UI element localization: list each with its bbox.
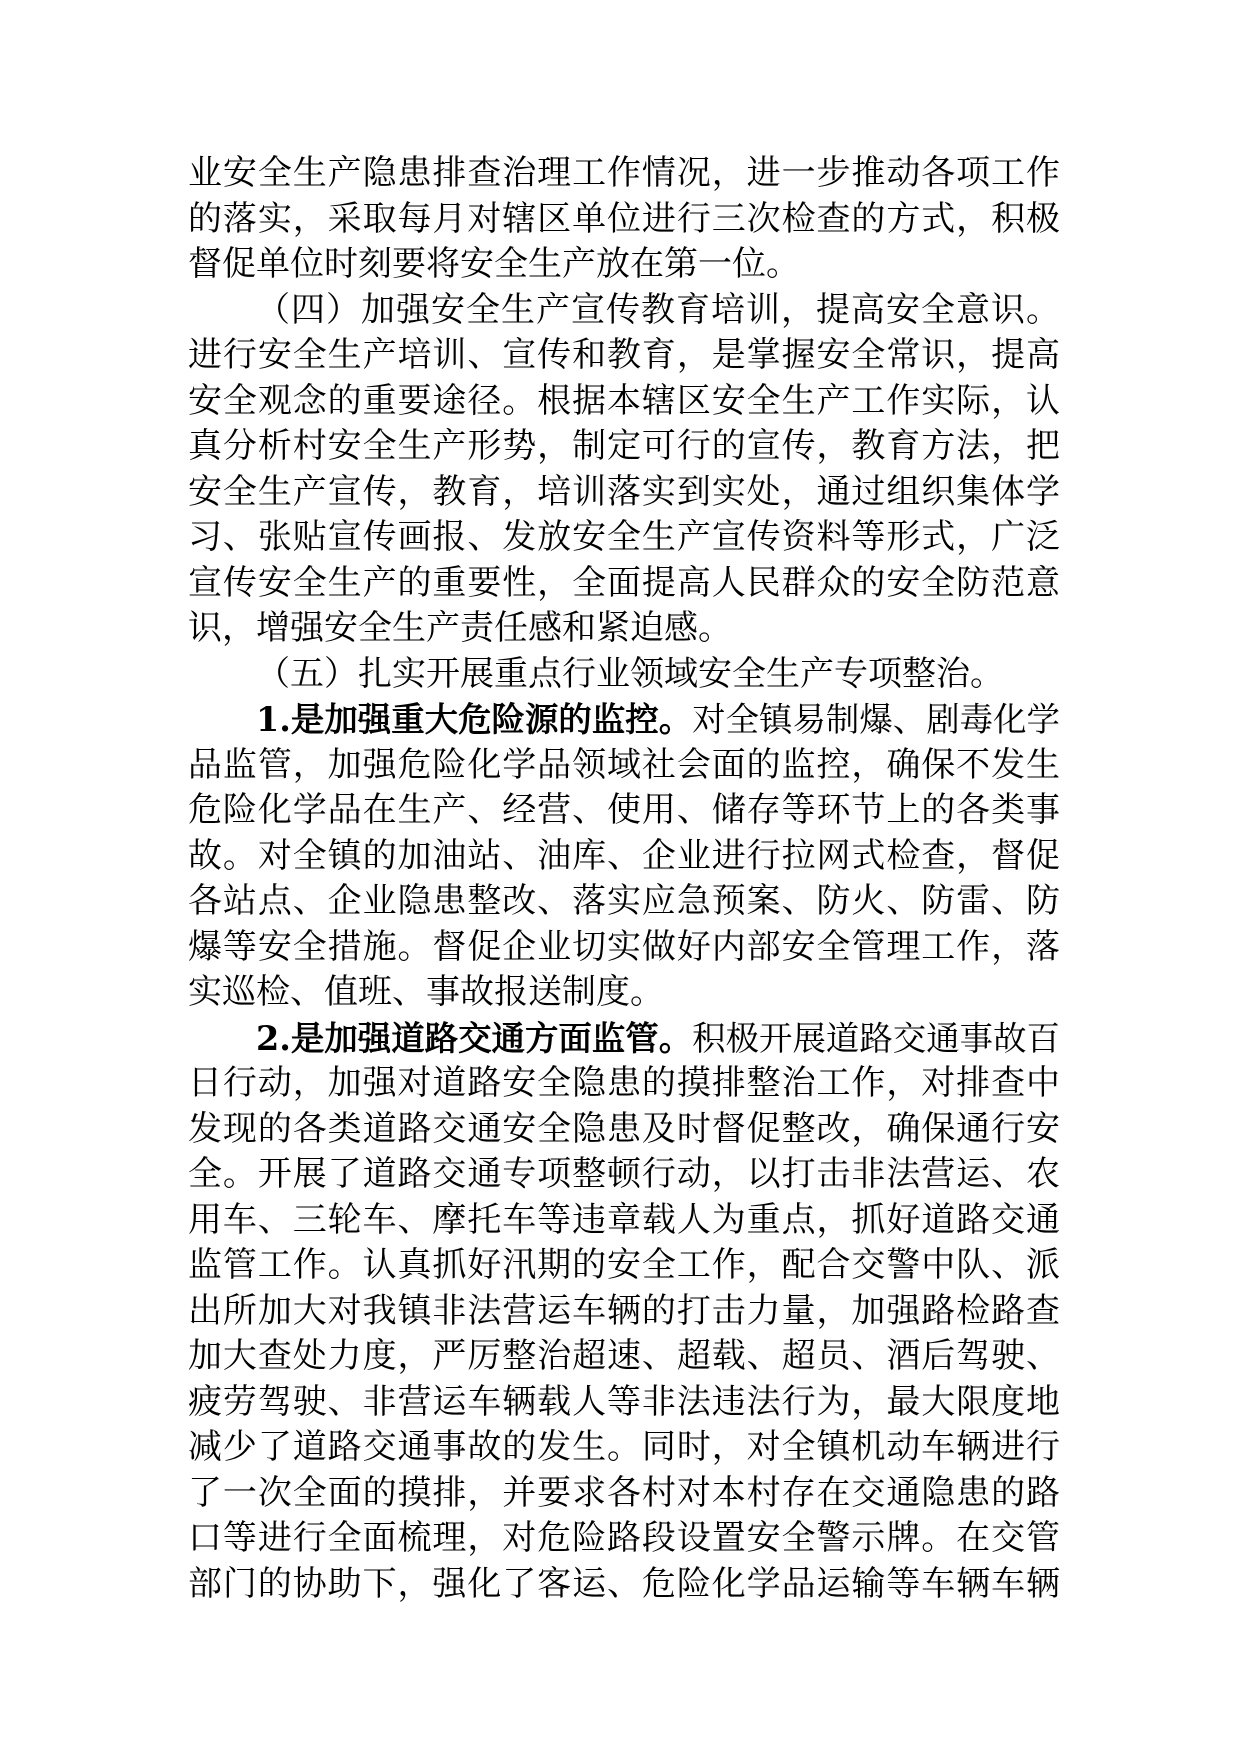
item-1-lead: 1.是加强重大危险源的监控。 xyxy=(256,700,693,739)
body-line: 监管工作。认真抓好汛期的安全工作，配合交警中队、派 xyxy=(188,1245,1060,1285)
body-line: 用车、三轮车、摩托车等违章载人为重点，抓好道路交通 xyxy=(188,1199,1060,1240)
body-line: 了一次全面的摸排，并要求各村对本村存在交通隐患的路 xyxy=(188,1472,1060,1513)
body-line: 督促单位时刻要将安全生产放在第一位。 xyxy=(188,244,800,284)
item-2-lead: 2.是加强道路交通方面监管。 xyxy=(256,1018,693,1058)
body-line: 进行安全生产培训、宣传和教育，是掌握安全常识，提高 xyxy=(188,335,1060,375)
body-line: 习、张贴宣传画报、发放安全生产宣传资料等形式，广泛 xyxy=(188,517,1060,557)
item-2-text: 积极开展道路交通事故百 xyxy=(692,1018,1060,1058)
body-line: 各站点、企业隐患整改、落实应急预案、防火、防雷、防 xyxy=(188,881,1060,921)
body-line: 真分析村安全生产形势，制定可行的宣传，教育方法，把 xyxy=(188,426,1060,466)
body-line: 出所加大对我镇非法营运车辆的打击力量，加强路检路查 xyxy=(188,1290,1060,1331)
body-line: 实巡检、值班、事故报送制度。 xyxy=(188,972,664,1012)
body-line: 业安全生产隐患排查治理工作情况，进一步推动各项工作 xyxy=(188,153,1060,193)
section-heading-4: （四）加强安全生产宣传教育培训，提高安全意识。 xyxy=(256,289,1060,330)
body-line: 口等进行全面梳理，对危险路段设置安全警示牌。在交管 xyxy=(188,1518,1060,1558)
item-1-text: 对全镇易制爆、剧毒化学 xyxy=(692,700,1060,739)
body-line: 故。对全镇的加油站、油库、企业进行拉网式检查，督促 xyxy=(188,835,1060,876)
body-line: 加大查处力度，严厉整治超速、超载、超员、酒后驾驶、 xyxy=(188,1336,1060,1376)
section-heading-5: （五）扎实开展重点行业领域安全生产专项整治。 xyxy=(256,653,1004,694)
body-line: 的落实，采取每月对辖区单位进行三次检查的方式，积极 xyxy=(188,198,1060,239)
body-line: 部门的协助下，强化了客运、危险化学品运输等车辆车辆 xyxy=(188,1563,1060,1604)
body-line: 安全生产宣传，教育，培训落实到实处，通过组织集体学 xyxy=(188,471,1060,512)
item-1-first-line xyxy=(188,697,1060,743)
body-line: 发现的各类道路交通安全隐患及时督促整改，确保通行安 xyxy=(188,1108,1060,1149)
body-line: 爆等安全措施。督促企业切实做好内部安全管理工作，落 xyxy=(188,926,1060,967)
body-line: 危险化学品在生产、经营、使用、储存等环节上的各类事 xyxy=(188,790,1060,830)
body-line: 日行动，加强对道路安全隐患的摸排整治工作，对排查中 xyxy=(188,1063,1060,1103)
body-line: 减少了道路交通事故的发生。同时，对全镇机动车辆进行 xyxy=(188,1427,1060,1467)
document-body xyxy=(188,151,1060,1607)
body-line: 疲劳驾驶、非营运车辆载人等非法违法行为，最大限度地 xyxy=(188,1381,1060,1422)
body-line: 识，增强安全生产责任感和紧迫感。 xyxy=(188,608,732,648)
body-line: 安全观念的重要途径。根据本辖区安全生产工作实际，认 xyxy=(188,380,1060,421)
body-line: 宣传安全生产的重要性，全面提高人民群众的安全防范意 xyxy=(188,562,1060,603)
item-2-first-line xyxy=(188,1016,1060,1062)
body-line: 品监管，加强危险化学品领域社会面的监控，确保不发生 xyxy=(188,744,1060,785)
body-line: 全。开展了道路交通专项整顿行动，以打击非法营运、农 xyxy=(188,1154,1060,1194)
